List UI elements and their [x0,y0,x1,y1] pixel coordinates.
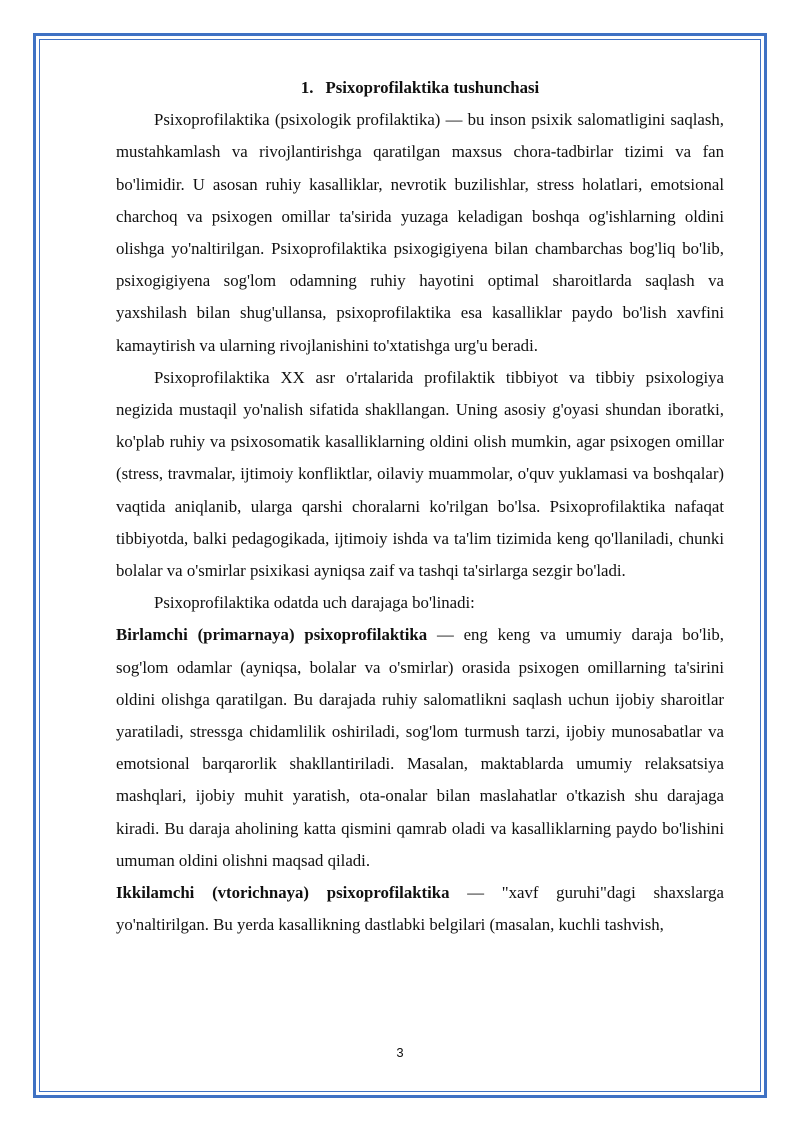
section-number: 1. [300,78,314,97]
section-heading [116,72,724,104]
paragraph-levels-intro: Psixoprofilaktika odatda uch darajaga bo'linadi: [154,593,475,613]
page-number: 3 [396,1045,404,1060]
paragraph-history: Psixoprofilaktika XX asr o'rtalarida profilaktik tibbiyot va tibbiy psixologiya negizida mustaqil yo'nalish sifatida shakllangan. Uning asosiy g'oyasi shundan iboratki, ko'plab ruhiy va psixosomatik kasalliklarning oldini olish mumkin, agar psixogen omillar (stress, travmalar, ijtimoiy konfliktlar, oilaviy muammolar, o'quv yuklamasi va boshqalar) vaqtida aniqlanib, ularga qarshi choralarni ko'rilgan bo'lsa. Psixoprofilaktika nafaqat tibbiyotda, balki pedagogikada, ijtimoiy ishda va ta'lim tizimida keng qo'llaniladi, chunki bolalar va o'smirlar psixikasi ayniqsa zaif va tashqi ta'sirlarga sezgir bo'ladi. [116,367,724,581]
paragraph-definition: Psixoprofilaktika (psixologik profilaktika) — bu inson psixik salomatligini saqlash, mustahkamlash va rivojlantirishga qaratilgan maxsus chora-tadbirlar tizimi va fan bo'limidir. U asosan ruhiy kasalliklar, nevrotik buzilishlar, stress holatlari, emotsional charchoq va psixogen omillar ta'sirida yuzaga keladigan boshqa og'ishlarning oldini olishga yo'naltirilgan. Psixoprofilaktika psixogigiyena bilan chambarchas bog'liq bo'lib, psixogigiyena sog'lom odamning ruhiy hayotini optimal sharoitlarda saqlash va yaxshilash bilan shug'ullansa, psixoprofilaktika esa kasalliklar paydo bo'lish xavfini kamaytirish va ularning rivojlanishini to'xtatishga urg'u beradi. [116,110,724,355]
level-secondary [116,877,724,941]
document-body [116,72,724,941]
level-secondary-term: Ikkilamchi (vtorichnaya) psixoprofilaktika [116,883,450,903]
section-title: Psixoprofilaktika tushunchasi [325,78,540,97]
level-primary [116,619,724,877]
level-primary-term: Birlamchi (primarnaya) psixoprofilaktika [116,625,428,645]
level-secondary-text: — "xavf guruhi"dagi shaxslarga yo'naltirilgan. Bu yerda kasallikning dastlabki belgilari (masalan, kuchli tashvish, [116,883,724,935]
level-primary-text: — eng keng va umumiy daraja bo'lib, sog'lom odamlar (ayniqsa, bolalar va o'smirlar) orasida psixogen omillarning ta'sirini oldini olishga qaratilgan. Bu darajada ruhiy salomatlikni saqlash uchun ijobiy sharoitlar yaratiladi, stressga chidamlilik oshiriladi, sog'lom turmush tarzi, ijobiy munosabatlar va emotsional barqarorlik shakllantiriladi. Masalan, maktablarda umumiy relaksatsiya mashqlari, ijobiy muhit yaratish, ota-onalar bilan maslahatlar o'tkazish shu darajaga kiradi. Bu daraja aholining katta qismini qamrab oladi va kasalliklarning paydo bo'lishini umuman oldini olishni maqsad qiladi. [116,625,724,870]
